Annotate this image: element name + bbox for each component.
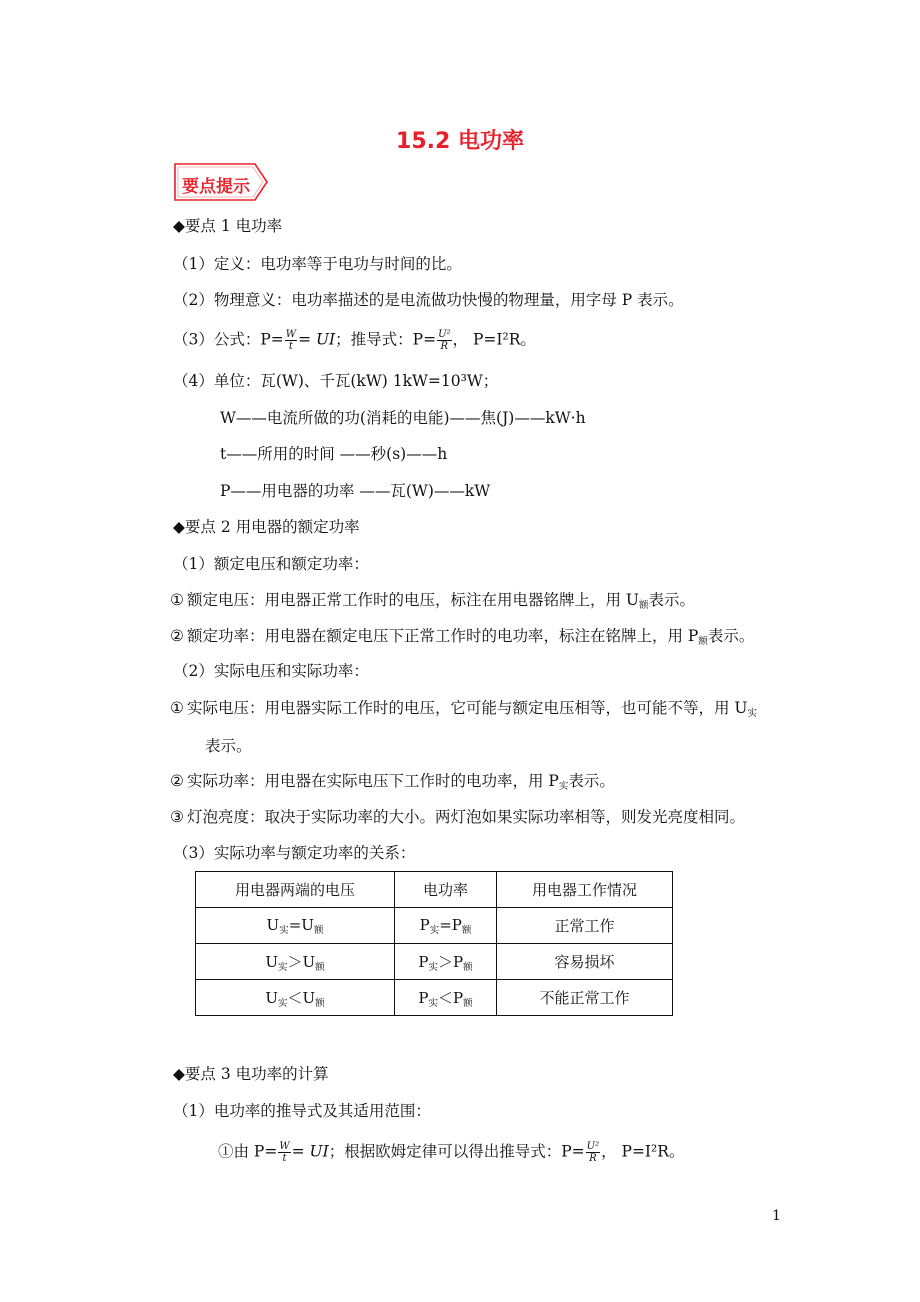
circled-number: ③ — [170, 808, 184, 826]
frac-numerator: W — [285, 329, 297, 340]
units-p-line: P——用电器的功率 ——瓦(W)——kW — [220, 482, 491, 500]
subscript: 实 — [747, 708, 758, 719]
state-cell: 容易损坏 — [497, 944, 673, 980]
actual-voltage-text: 实际电压：用电器实际工作时的电压，它可能与额定电压相等，也可能不等，用 U — [187, 699, 748, 717]
formula-tail: ， P=I²R。 — [452, 330, 536, 349]
rated-power — [167, 626, 754, 652]
formula-ui: = UI — [291, 1142, 329, 1161]
brightness-text: 灯泡亮度：取决于实际功率的大小。两灯泡如果实际功率相等，则发光亮度相同。 — [187, 808, 746, 826]
table-row — [196, 980, 673, 1016]
actual-voltage — [167, 698, 757, 724]
relation-table — [195, 871, 673, 1016]
rated-title: （1）额定电压和额定功率： — [173, 555, 369, 573]
point3-sub1: （1）电功率的推导式及其适用范围： — [173, 1102, 431, 1120]
point1-meaning: （2）物理意义：电功率描述的是电流做功快慢的物理量，用字母 P 表示。 — [173, 291, 684, 309]
units-t-line: t——所用的时间 ——秒(s)——h — [220, 445, 448, 463]
circled-number: ① — [170, 591, 184, 609]
frac-numerator: U² — [438, 329, 451, 340]
power-cell: $P_实<P_额$ — [395, 980, 497, 1016]
actual-power-end: 表示。 — [568, 772, 615, 790]
circled-number: ① — [170, 699, 184, 717]
frac-numerator: U² — [586, 1141, 600, 1152]
frac-denominator: R — [589, 1153, 597, 1164]
rated-power-end: 表示。 — [707, 627, 755, 645]
point1-heading: ◆要点 1 电功率 — [173, 217, 283, 235]
point2-heading: ◆要点 2 用电器的额定功率 — [173, 518, 360, 536]
item1-label: ①由 P= — [218, 1142, 278, 1161]
fraction-w-over-t — [285, 329, 297, 352]
relation-title: （3）实际功率与额定功率的关系： — [173, 844, 416, 862]
table-header-row — [196, 872, 673, 908]
actual-title: （2）实际电压和实际功率： — [173, 662, 369, 680]
actual-power-text: 实际功率：用电器在实际电压下工作时的电功率，用 P — [187, 772, 559, 790]
fraction-w-over-t — [278, 1141, 290, 1164]
page-title: 15.2 电功率 — [396, 129, 524, 154]
item1-tail: ， P=I²R。 — [601, 1142, 685, 1161]
power-cell: $P_实>P_额$ — [395, 944, 497, 980]
frac-numerator: W — [279, 1141, 290, 1152]
derived-label: ；推导式：P= — [335, 330, 437, 349]
frac-denominator: t — [282, 1153, 287, 1164]
page-number: 1 — [772, 1208, 781, 1224]
frac-denominator: t — [288, 341, 293, 352]
rated-power-text: 额定功率：用电器在额定电压下正常工作时的电功率，标注在铭牌上，用 P — [187, 627, 699, 645]
formula-label: （3）公式：P= — [173, 330, 284, 349]
actual-voltage-end: 表示。 — [205, 737, 252, 755]
rated-voltage-text: 额定电压：用电器正常工作时的电压，标注在用电器铭牌上，用 U — [187, 591, 639, 609]
badge-label: 要点提示 — [182, 177, 250, 197]
point3-heading: ◆要点 3 电功率的计算 — [173, 1065, 329, 1083]
circled-number: ② — [170, 772, 184, 790]
point1-units: （4）单位：瓦(W)、千瓦(kW) 1kW=10³W； — [173, 372, 499, 390]
power-cell: $P_实=P_额$ — [395, 908, 497, 944]
point1-formula — [173, 329, 536, 352]
table-row — [196, 944, 673, 980]
subscript: 实 — [558, 781, 569, 792]
table-row — [196, 908, 673, 944]
fraction-u2-over-r — [586, 1141, 600, 1164]
point3-item1 — [218, 1141, 684, 1164]
actual-power — [167, 771, 615, 797]
table-header: 电功率 — [395, 872, 497, 908]
formula-ui: = UI — [298, 330, 336, 349]
circled-number: ② — [170, 627, 184, 645]
voltage-cell: $U_实>U_额$ — [196, 944, 395, 980]
brightness — [167, 807, 745, 827]
voltage-cell: $U_实<U_额$ — [196, 980, 395, 1016]
frac-denominator: R — [440, 341, 449, 352]
fraction-u2-over-r — [437, 329, 451, 352]
key-points-badge — [173, 161, 269, 203]
subscript: 额 — [639, 600, 649, 611]
voltage-cell: $U_实=U_额$ — [196, 908, 395, 944]
table-header: 用电器两端的电压 — [196, 872, 395, 908]
table-header: 用电器工作情况 — [497, 872, 673, 908]
state-cell: 不能正常工作 — [497, 980, 673, 1016]
point1-definition: （1）定义：电功率等于电功与时间的比。 — [173, 255, 462, 273]
rated-voltage-end: 表示。 — [648, 591, 696, 609]
item1-mid: ；根据欧姆定律可以得出推导式：P= — [328, 1142, 585, 1161]
units-w-line: W——电流所做的功(消耗的电能)——焦(J)——kW·h — [220, 409, 586, 427]
state-cell: 正常工作 — [497, 908, 673, 944]
rated-voltage — [167, 590, 695, 616]
subscript: 额 — [698, 636, 708, 647]
